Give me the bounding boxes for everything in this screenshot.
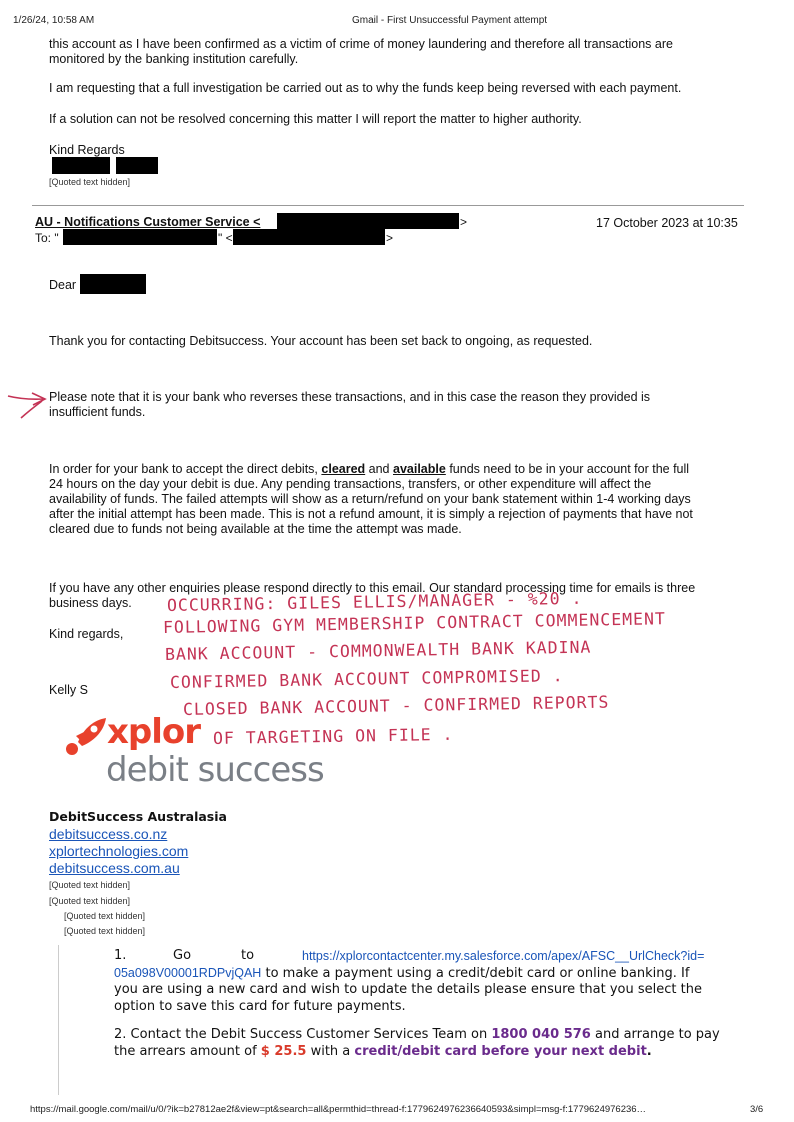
greeting: Dear — [49, 278, 77, 292]
logo-xplor: xplor — [107, 712, 201, 752]
handwritten-note-line: FOLLOWING GYM MEMBERSHIP CONTRACT COMMENCEMENT — [162, 609, 667, 637]
quoted-paragraph-3: If a solution can not be resolved concerning this matter I will report the matter to higher authority. — [49, 112, 582, 126]
payment-url-link-cont[interactable]: 05a098V00001RDPvjQAH — [114, 965, 262, 980]
sender: AU - Notifications Customer Service < — [35, 215, 261, 229]
xplor-rocket-icon — [64, 716, 108, 756]
quoted-text-hidden[interactable]: [Quoted text hidden] — [64, 911, 146, 921]
payment-url-link[interactable]: https://xplorcontactcenter.my.salesforce.com/apex/AFSC__UrlCheck?id= — [302, 949, 705, 963]
to-label: To: " — [35, 231, 59, 245]
quoted-text-hidden[interactable]: [Quoted text hidden] — [49, 177, 131, 187]
agent-name: Kelly S — [49, 683, 88, 697]
company-name: DebitSuccess Australasia — [49, 809, 227, 824]
handwritten-note-line: CLOSED BANK ACCOUNT - CONFIRMED REPORTS — [182, 692, 610, 719]
instruction-step-1: 1. Go to https://xplorcontactcenter.my.salesforce.com/apex/AFSC__UrlCheck?id= 05a098V00001RDPvjQAH to make a payment using a credit/debit card or online banking. If you are using a new card and wish to update the details please ensure that you select the option to save this card for future payments. — [114, 948, 705, 1014]
print-footer-url: https://mail.google.com/mail/u/0/?ik=b27812ae2f&view=pt&search=all&permthid=thread-f:1779624976236640593&simpl=msg-f:1779624976236… — [30, 1104, 647, 1115]
body-paragraph-3: In order for your bank to accept the direct debits, cleared and available funds need to be in your account for the full 24 hours on the day your debit is due. Any pending transactions, transfers, or other expenditure will affect the availability of funds. The failed attempts will show as a return/refund on your bank statement within 1-4 working days after the initial attempt has been made. This is not a refund amount, it is simply a rejection of payments that have not cleared due to funds not being available at the time the attempt was made. — [49, 462, 693, 536]
company-links — [49, 826, 188, 877]
print-datetime: 1/26/24, 10:58 AM — [13, 15, 95, 26]
link-debitsuccess-nz[interactable]: debitsuccess.co.nz — [49, 826, 168, 842]
quoted-paragraph-1: this account as I have been confirmed as a victim of crime of money laundering and therefore all transactions are monitored by the banking institution carefully. — [49, 37, 673, 66]
handwritten-arrow-icon — [4, 388, 50, 422]
quoted-text-hidden[interactable]: [Quoted text hidden] — [64, 926, 146, 936]
arrears-amount: $ 25.5 — [260, 1043, 307, 1059]
instruction-step-2: 2. Contact the Debit Success Customer Services Team on 1800 040 576 and arrange to pay the arrears amount of $ 25.5 with a credit/debit card before your next debit. — [114, 1027, 720, 1059]
to-close: > — [386, 231, 394, 245]
body-paragraph-1: Thank you for contacting Debitsuccess. Your account has been set back to ongoing, as requested. — [49, 334, 593, 348]
quoted-text-hidden[interactable]: [Quoted text hidden] — [49, 880, 131, 890]
phone-number[interactable]: 1800 040 576 — [491, 1027, 591, 1042]
redaction — [80, 274, 146, 294]
print-title: Gmail - First Unsuccessful Payment attempt — [352, 15, 548, 26]
body-paragraph-2: Please note that it is your bank who reverses these transactions, and in this case the reason they provided is insufficient funds. — [49, 390, 651, 419]
link-debitsuccess-au[interactable]: debitsuccess.com.au — [49, 860, 180, 876]
email-date: 17 October 2023 at 10:35 — [596, 216, 738, 230]
print-page-number: 3/6 — [750, 1104, 764, 1115]
redaction — [63, 229, 217, 245]
handwritten-note-line: OF TARGETING ON FILE . — [212, 724, 454, 748]
redaction — [52, 157, 110, 174]
redaction — [233, 229, 385, 245]
quoted-text-hidden[interactable]: [Quoted text hidden] — [49, 896, 131, 906]
redaction — [277, 213, 459, 229]
logo-debit-success: debit success — [106, 750, 324, 790]
redaction — [116, 157, 158, 174]
quoted-paragraph-2: I am requesting that a full investigation be carried out as to why the funds keep being reversed with each payment. — [49, 81, 682, 95]
to-mid: " < — [218, 231, 233, 245]
sender-close: > — [460, 215, 468, 229]
quoted-signoff: Kind Regards — [49, 143, 125, 157]
quote-bar — [58, 945, 59, 1095]
kind-regards: Kind regards, — [49, 627, 124, 641]
body-paragraph-4: If you have any other enquiries please respond directly to this email. Our standard processing time for emails is three business days. — [49, 581, 696, 610]
link-xplortechnologies[interactable]: xplortechnologies.com — [49, 843, 189, 859]
handwritten-note-line: BANK ACCOUNT - COMMONWEALTH BANK KADINA — [164, 637, 592, 664]
handwritten-note-line: CONFIRMED BANK ACCOUNT COMPROMISED . — [169, 666, 564, 692]
divider — [32, 205, 744, 206]
handwritten-note-line: OCCURRING: GILES ELLIS/MANAGER - %20 . — [166, 588, 583, 615]
